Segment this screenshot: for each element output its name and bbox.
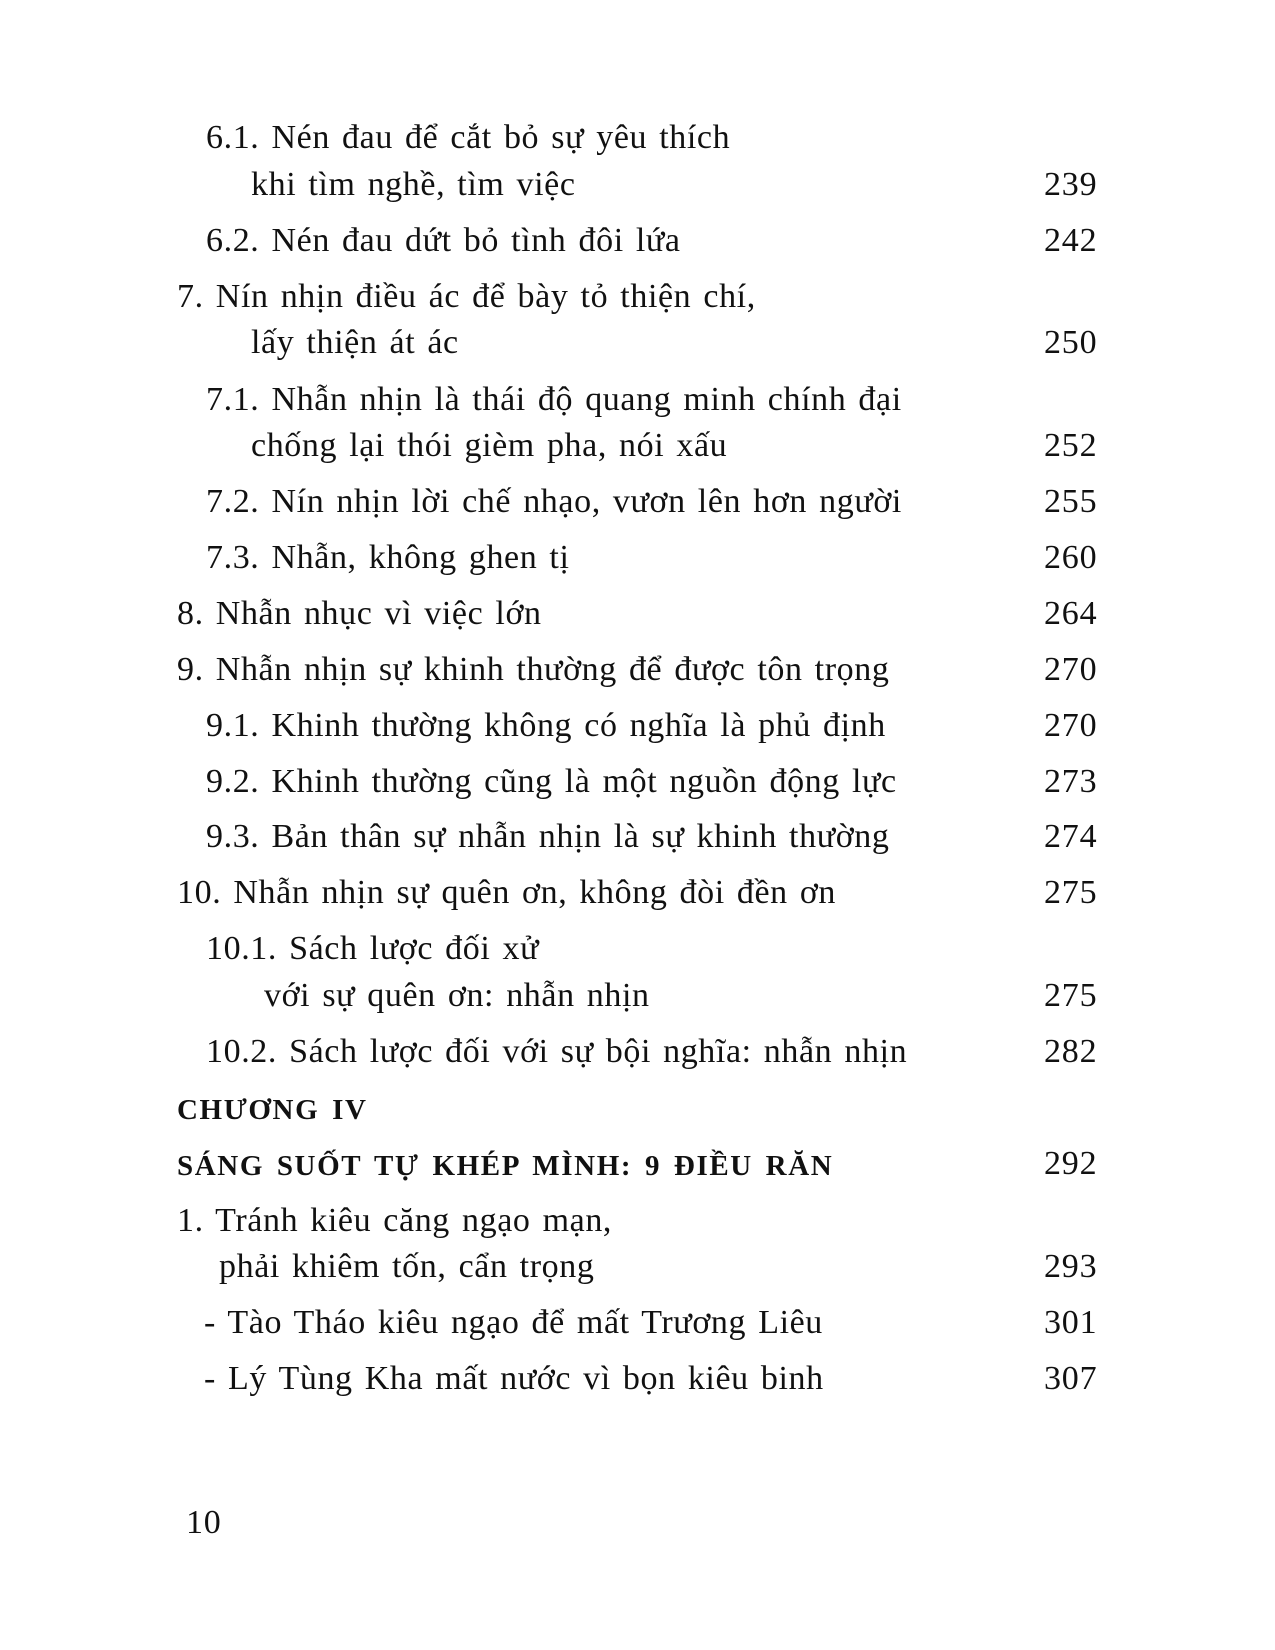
toc-entry-1-line-2: phải khiêm tốn, cẩn trọng — [219, 1248, 595, 1285]
toc-entry-9-3: 9.3. Bản thân sự nhẫn nhịn là sự khinh thường — [206, 818, 890, 855]
toc-page-10-1: 275 — [1044, 977, 1098, 1014]
toc-page-9: 270 — [1044, 651, 1098, 688]
toc-page-9-2: 273 — [1044, 763, 1098, 800]
toc-entry-8: 8. Nhẫn nhục vì việc lớn — [177, 595, 542, 632]
toc-page-8: 264 — [1044, 595, 1098, 632]
toc-page-chapter-4: 292 — [1044, 1145, 1098, 1182]
toc-page-6-1: 239 — [1044, 166, 1098, 203]
toc-entry-9-1: 9.1. Khinh thường không có nghĩa là phủ định — [206, 707, 886, 744]
toc-entry-dash-1: - Tào Tháo kiêu ngạo để mất Trương Liêu — [204, 1304, 823, 1341]
toc-entry-10-1-line-2: với sự quên ơn: nhẫn nhịn — [264, 977, 650, 1014]
toc-page-dash-1: 301 — [1044, 1304, 1098, 1341]
toc-entry-10-2: 10.2. Sách lược đối với sự bội nghĩa: nhẫn nhịn — [206, 1033, 908, 1070]
toc-entry-9-2: 9.2. Khinh thường cũng là một nguồn động lực — [206, 763, 897, 800]
page-number: 10 — [186, 1504, 222, 1541]
toc-page-9-3: 274 — [1044, 818, 1098, 855]
toc-page-1: 293 — [1044, 1248, 1098, 1285]
toc-page-7-1: 252 — [1044, 427, 1098, 464]
toc-entry-6-2: 6.2. Nén đau dứt bỏ tình đôi lứa — [206, 222, 681, 259]
toc-entry-7-line-2: lấy thiện át ác — [251, 324, 459, 361]
toc-page-9-1: 270 — [1044, 707, 1098, 744]
toc-entry-6-1-line-1: 6.1. Nén đau để cắt bỏ sự yêu thích — [206, 119, 731, 156]
toc-entry-10-1-line-1: 10.1. Sách lược đối xử — [206, 930, 540, 967]
chapter-heading: CHƯƠNG IV — [177, 1094, 368, 1126]
toc-entry-7-1-line-1: 7.1. Nhẫn nhịn là thái độ quang minh chính đại — [206, 381, 902, 418]
toc-entry-7-line-1: 7. Nín nhịn điều ác để bày tỏ thiện chí, — [177, 278, 756, 315]
toc-page-7-3: 260 — [1044, 539, 1098, 576]
toc-page-7-2: 255 — [1044, 483, 1098, 520]
toc-entry-7-2: 7.2. Nín nhịn lời chế nhạo, vươn lên hơn người — [206, 483, 902, 520]
toc-page-dash-2: 307 — [1044, 1360, 1098, 1397]
toc-page-10-2: 282 — [1044, 1033, 1098, 1070]
toc-page-6-2: 242 — [1044, 222, 1098, 259]
toc-entry-9: 9. Nhẫn nhịn sự khinh thường để được tôn trọng — [177, 651, 890, 688]
toc-page-7: 250 — [1044, 324, 1098, 361]
chapter-title: SÁNG SUỐT TỰ KHÉP MÌNH: 9 ĐIỀU RĂN — [177, 1150, 834, 1182]
toc-entry-7-1-line-2: chống lại thói gièm pha, nói xấu — [251, 427, 728, 464]
toc-entry-1-line-1: 1. Tránh kiêu căng ngạo mạn, — [177, 1202, 613, 1239]
toc-entry-6-1-line-2: khi tìm nghề, tìm việc — [251, 166, 576, 203]
toc-entry-7-3: 7.3. Nhẫn, không ghen tị — [206, 539, 570, 576]
toc-entry-10: 10. Nhẫn nhịn sự quên ơn, không đòi đền ơn — [177, 874, 837, 911]
toc-page-10: 275 — [1044, 874, 1098, 911]
toc-entry-dash-2: - Lý Tùng Kha mất nước vì bọn kiêu binh — [204, 1360, 824, 1397]
